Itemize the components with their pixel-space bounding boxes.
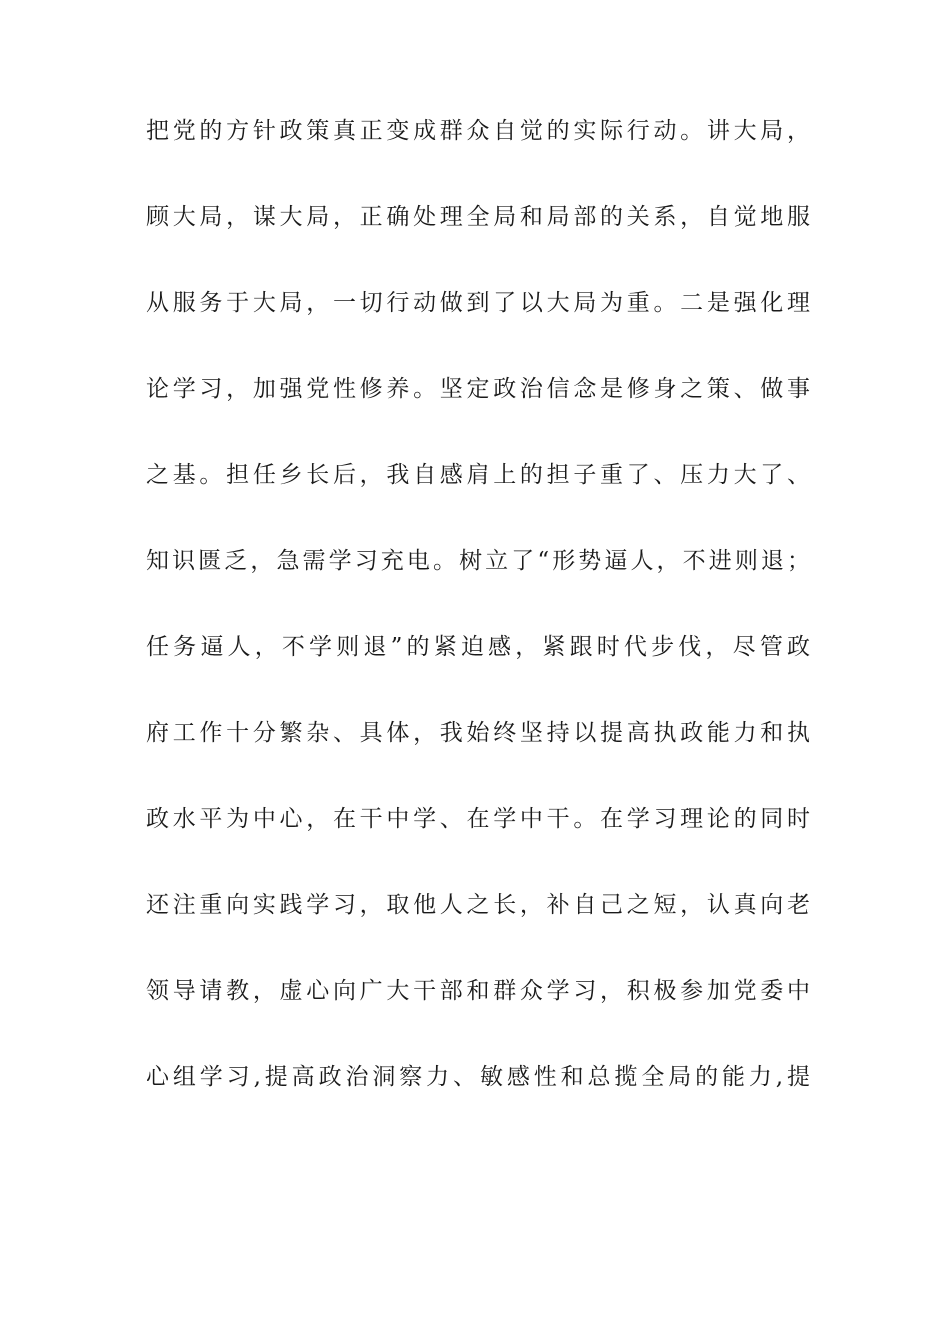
text-line: 心组学习,提高政治洞察力、敏感性和总揽全局的能力,提: [146, 1064, 810, 1090]
text-line: 任务逼人，不学则退”的紧迫感，紧跟时代步伐，尽管政: [146, 634, 810, 660]
text-line: 领导请教，虚心向广大干部和群众学习，积极参加党委中: [146, 978, 810, 1004]
text-line: 之基。担任乡长后，我自感肩上的担子重了、压力大了、: [146, 462, 810, 488]
text-line: 顾大局，谋大局，正确处理全局和局部的关系，自觉地服: [146, 204, 810, 230]
text-line: 府工作十分繁杂、具体，我始终坚持以提高执政能力和执: [146, 720, 810, 746]
text-line: 政水平为中心，在干中学、在学中干。在学习理论的同时: [146, 806, 810, 832]
text-line: 把党的方针政策真正变成群众自觉的实际行动。讲大局，: [146, 118, 810, 144]
text-line: 论学习，加强党性修养。坚定政治信念是修身之策、做事: [146, 376, 810, 402]
text-line: 从服务于大局，一切行动做到了以大局为重。二是强化理: [146, 290, 810, 316]
text-line: 知识匮乏，急需学习充电。树立了“形势逼人，不进则退；: [146, 548, 810, 574]
text-line: 还注重向实践学习，取他人之长，补自己之短，认真向老: [146, 892, 810, 918]
